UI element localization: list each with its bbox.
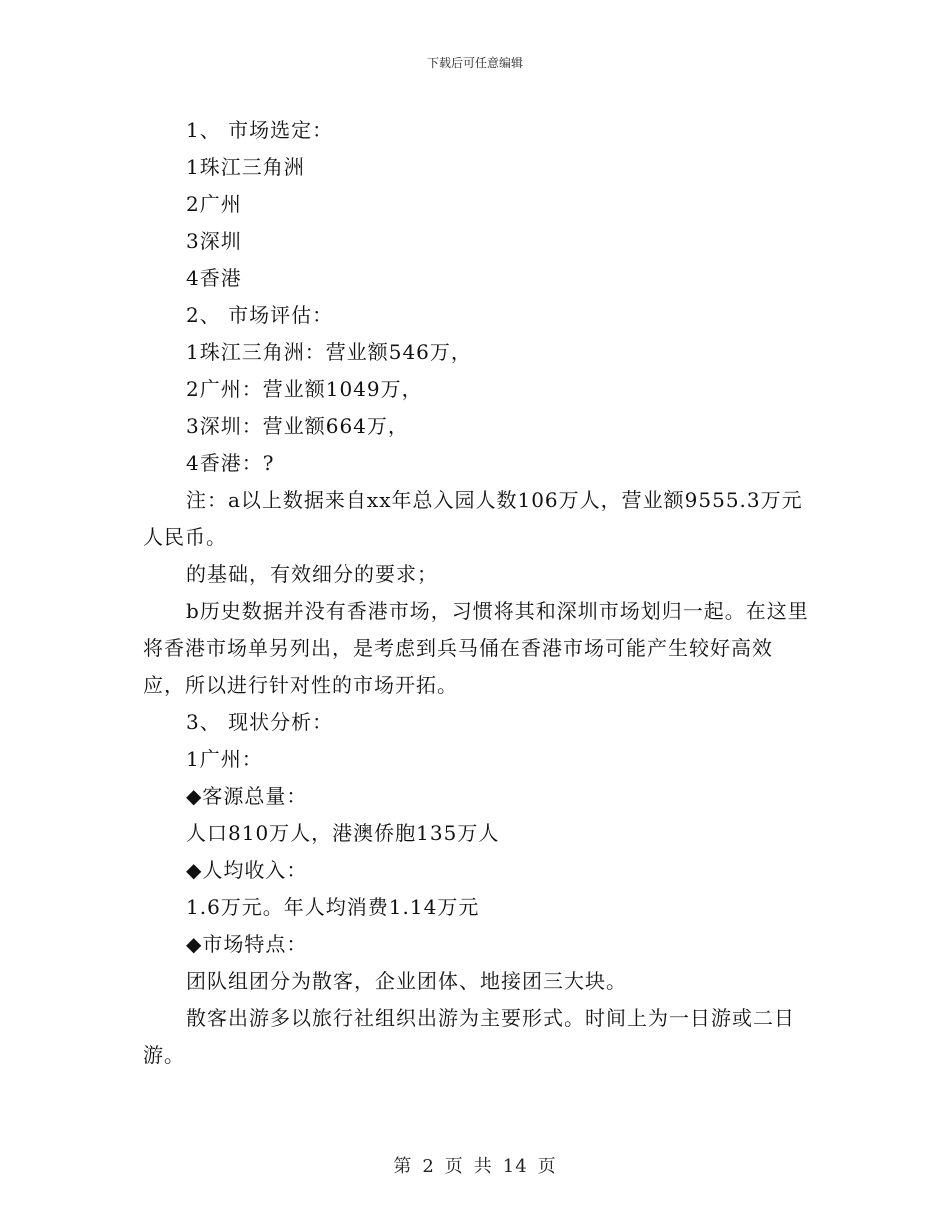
list-item: 1广州： [186,747,263,771]
footer-total-pages: 14 [502,1156,528,1177]
list-item: 3深圳 [186,229,242,253]
body-paragraph: 的基础，有效细分的要求； [186,562,438,586]
list-item: 1珠江三角洲 [186,155,305,179]
section-heading-market-selection: 1、 市场选定： [186,118,334,142]
body-paragraph: 团队组团分为散客，企业团体、地接团三大块。 [186,969,627,993]
footer-suffix: 页 [537,1156,557,1177]
list-item: 3深圳：营业额664万， [186,414,409,438]
note-paragraph: 注：a以上数据来自xx年总入园人数106万人，营业额9555.3万元人民币。 [143,488,803,549]
bullet-heading: ◆人均收入： [186,858,308,882]
page-footer [0,1152,950,1178]
note-paragraph: b历史数据并没有香港市场，习惯将其和深圳市场划归一起。在这里将香港市场单另列出，是考虑到兵马俑在香港市场可能产生较好高效应，所以进行针对性的市场开拓。 [143,599,809,697]
document-body [143,112,813,1074]
body-paragraph: 1.6万元。年人均消费1.14万元 [186,895,480,919]
list-item: 4香港：? [186,451,275,475]
list-item: 2广州：营业额1049万， [186,377,423,401]
section-heading-status-analysis: 3、 现状分析： [186,710,334,734]
page-header: 下载后可任意编辑 [426,56,523,70]
list-item: 2广州 [186,192,242,216]
body-paragraph: 人口810万人，港澳侨胞135万人 [186,821,500,845]
footer-total-word: 共 [473,1156,493,1177]
section-heading-market-evaluation: 2、 市场评估： [186,303,334,327]
bullet-heading: ◆客源总量： [186,784,308,808]
footer-prefix: 第 [393,1156,413,1177]
footer-current-page: 2 [422,1156,435,1177]
list-item: 4香港 [186,266,242,290]
list-item: 1珠江三角洲：营业额546万， [186,340,472,364]
footer-page-word: 页 [444,1156,464,1177]
bullet-heading: ◆市场特点： [186,932,308,956]
body-paragraph: 散客出游多以旅行社组织出游为主要形式。时间上为一日游或二日游。 [143,1006,795,1067]
